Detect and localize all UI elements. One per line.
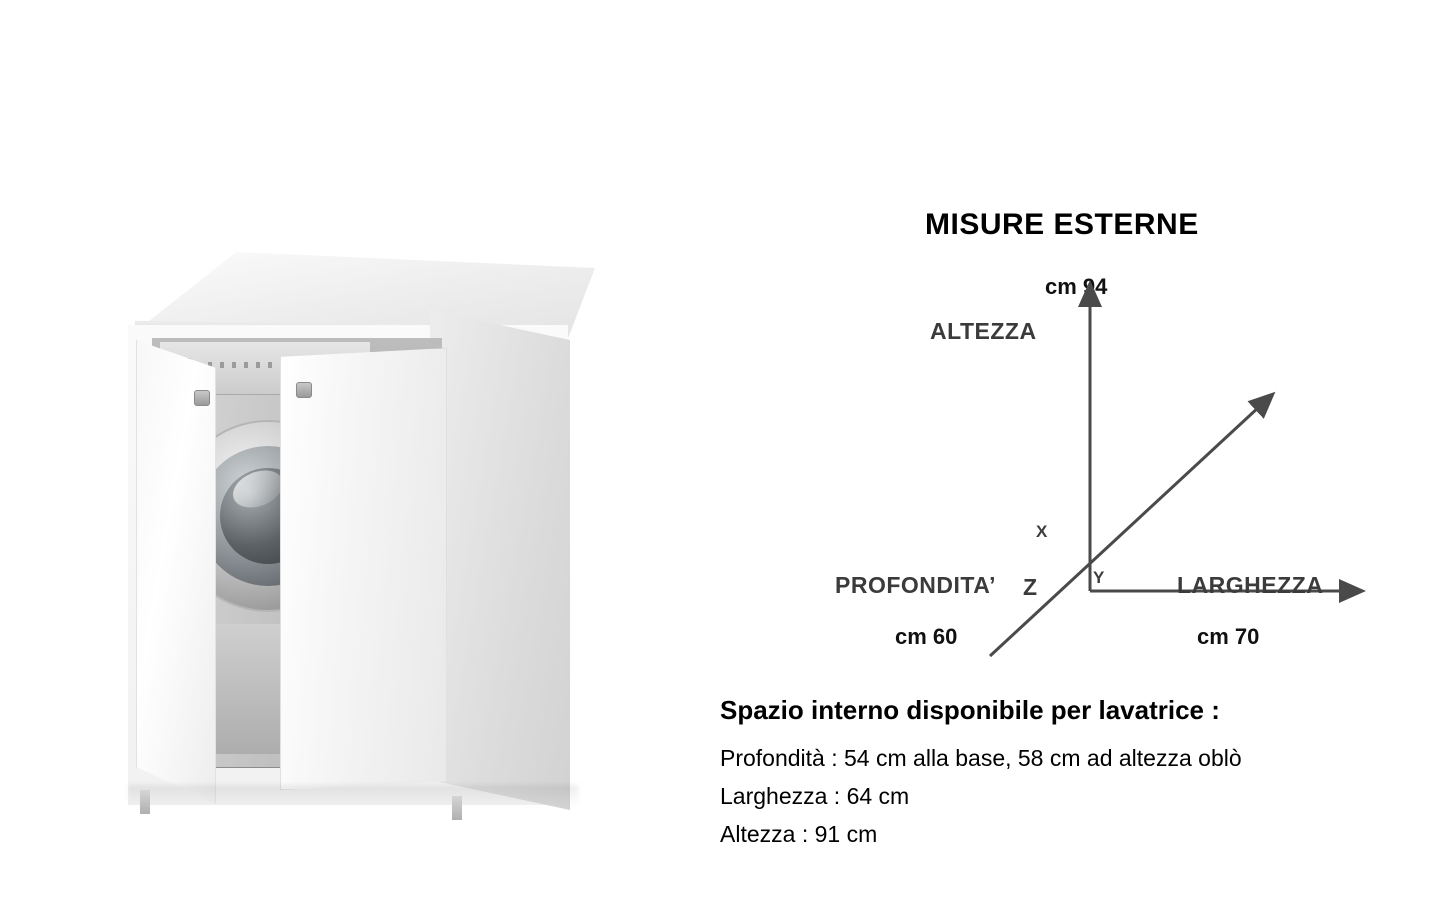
cabinet-door-left-open [136, 340, 216, 804]
door-handle-right [296, 382, 312, 398]
axis-label-depth: PROFONDITA’ [835, 572, 996, 598]
width-value: cm 70 [1197, 624, 1260, 649]
internal-space-depth: Profondità : 54 cm alla base, 58 cm ad altezza oblò [720, 745, 1242, 771]
internal-space-width: Larghezza : 64 cm [720, 782, 910, 809]
internal-space-height: Altezza : 91 cm [720, 820, 878, 847]
external-measures-diagram [700, 196, 1400, 676]
axis-marker-x: X [1036, 522, 1048, 541]
axis-line-depth [990, 406, 1260, 656]
cabinet-foot-left [140, 790, 150, 814]
internal-space-heading: Spazio interno disponibile per lavatrice : [720, 695, 1220, 725]
depth-value: cm 60 [895, 624, 958, 649]
height-value: cm 94 [1045, 274, 1108, 299]
cabinet-shadow [128, 785, 578, 807]
cabinet-side-panel [430, 310, 570, 810]
cabinet-foot-right [452, 796, 462, 820]
product-photo [100, 230, 640, 840]
axis-marker-y: Y [1093, 568, 1105, 587]
measures-title: MISURE ESTERNE [925, 208, 1199, 241]
axis-marker-z: Z [1023, 574, 1038, 600]
washer-buttons-row [208, 362, 278, 368]
axis-label-height: ALTEZZA [930, 318, 1037, 344]
axis-diagram [700, 256, 1400, 676]
cabinet-door-right [280, 348, 447, 790]
internal-space-block [720, 695, 1410, 854]
door-handle-left [194, 390, 210, 406]
axis-label-width: LARGHEZZA [1177, 572, 1324, 598]
